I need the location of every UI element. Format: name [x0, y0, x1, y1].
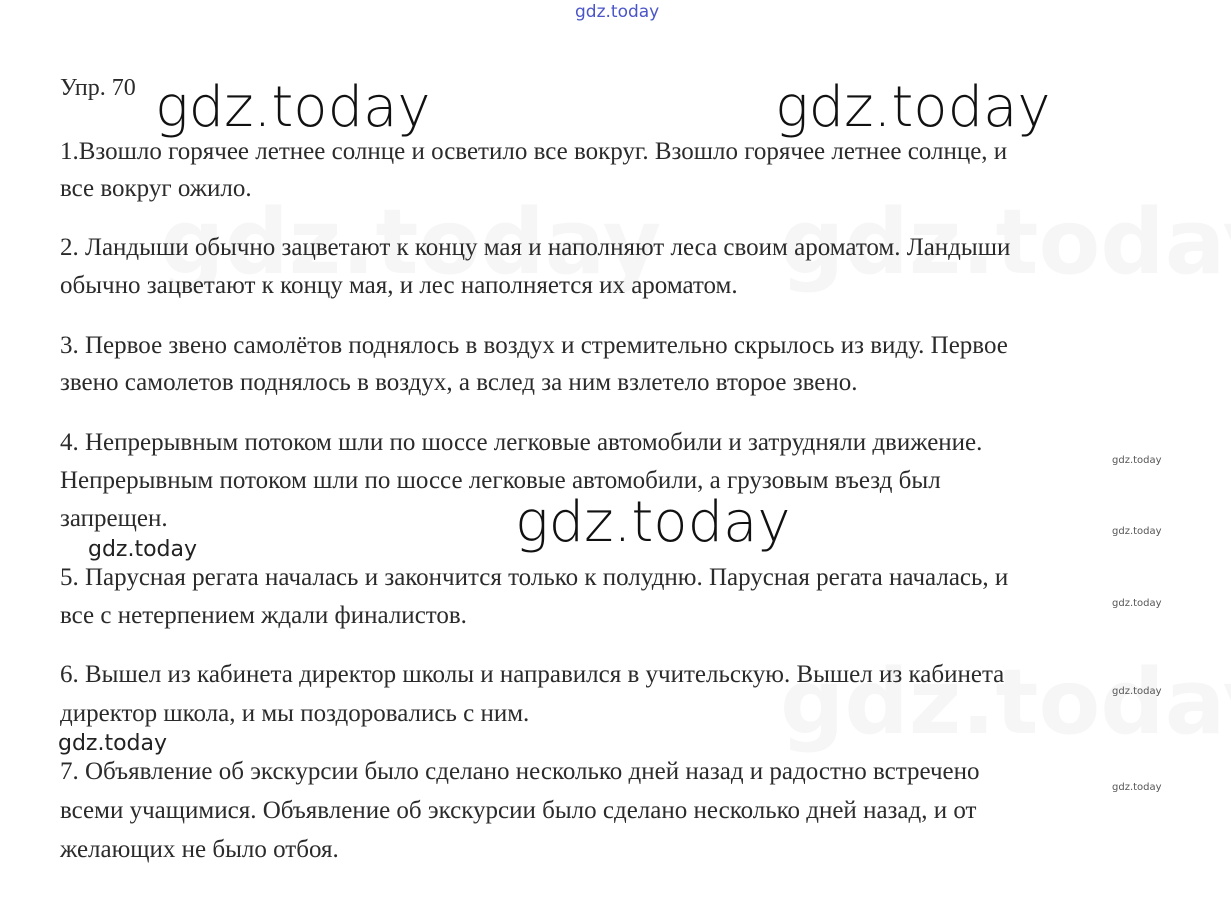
text-line: звено самолетов поднялось в воздух, а вслед за ним взлетело второе звено.: [60, 369, 858, 396]
exercise-heading: Упр. 70: [60, 75, 136, 101]
watermark-small: gdz.today: [1112, 686, 1162, 697]
text-line: 6. Вышел из кабинета директор школы и направился в учительскую. Вышел из кабинета: [60, 661, 1005, 688]
watermark-top: gdz.today: [575, 2, 660, 22]
text-line: 4. Непрерывным потоком шли по шоссе легковые автомобили и затрудняли движение.: [60, 429, 983, 456]
text-line: 7. Объявление об экскурсии было сделано несколько дней назад и радостно встречено: [60, 758, 980, 785]
text-line: обычно зацветают к концу мая, и лес наполняется их ароматом.: [60, 272, 738, 299]
watermark-medium: gdz.today: [88, 537, 198, 562]
text-line: 5. Парусная регата началась и закончится только к полудню. Парусная регата началась, и: [60, 564, 1009, 591]
watermark-small: gdz.today: [1112, 598, 1162, 609]
text-line: все с нетерпением ждали финалистов.: [60, 602, 467, 629]
text-line: все вокруг ожило.: [60, 175, 252, 202]
watermark-small: gdz.today: [1112, 455, 1162, 466]
text-line: директор школа, и мы поздоровались с ним.: [60, 700, 530, 727]
watermark-large: gdz.today: [515, 490, 791, 555]
watermark-medium: gdz.today: [58, 731, 168, 756]
text-line: 1.Взошло горячее летнее солнце и осветило все вокруг. Взошло горячее летнее солнце, и: [60, 138, 1008, 165]
text-line: 2. Ландыши обычно зацветают к концу мая и наполняют леса своим ароматом. Ландыши: [60, 234, 1011, 261]
text-line: Непрерывным потоком шли по шоссе легковые автомобили, а грузовым въезд был: [60, 467, 941, 494]
text-line: 3. Первое звено самолётов поднялось в воздух и стремительно скрылось из виду. Первое: [60, 332, 1008, 359]
watermark-small: gdz.today: [1112, 782, 1162, 793]
watermark-large: gdz.today: [775, 75, 1051, 140]
text-line: желающих не было отбоя.: [60, 836, 339, 863]
text-line: всеми учащимися. Объявление об экскурсии было сделано несколько дней назад, и от: [60, 797, 977, 824]
text-line: запрещен.: [60, 505, 168, 532]
watermark-small: gdz.today: [1112, 526, 1162, 537]
watermark-large: gdz.today: [155, 75, 431, 140]
